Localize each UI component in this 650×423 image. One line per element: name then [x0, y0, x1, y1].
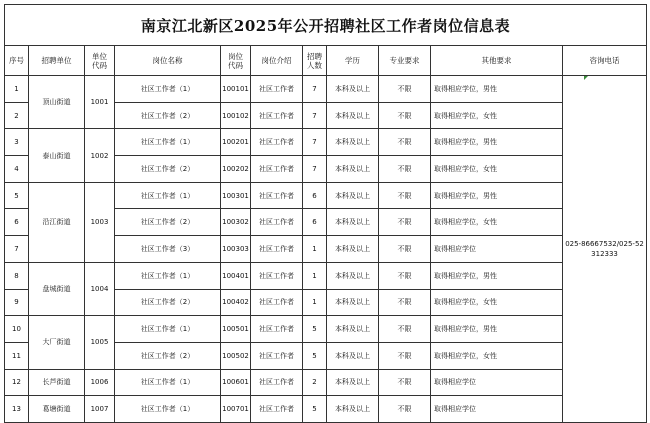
cell-other[interactable]: 取得相应学位，男性	[431, 316, 563, 343]
cell-other[interactable]: 取得相应学位，女性	[431, 289, 563, 316]
cell-count[interactable]: 1	[303, 262, 327, 289]
cell-job-name[interactable]: 社区工作者（1）	[115, 316, 221, 343]
cell-seq[interactable]: 2	[5, 102, 29, 129]
cell-edu[interactable]: 本科及以上	[327, 209, 379, 236]
cell-unit[interactable]: 沿江街道	[29, 182, 85, 262]
spreadsheet	[4, 4, 646, 418]
page-title[interactable]: 南京江北新区2025年公开招聘社区工作者岗位信息表	[5, 5, 647, 46]
cell-unit-code[interactable]: 1007	[85, 396, 115, 423]
header-row	[5, 46, 647, 76]
cell-job-name[interactable]: 社区工作者（2）	[115, 156, 221, 183]
cell-job-code[interactable]: 100201	[221, 129, 251, 156]
table-row	[5, 182, 647, 209]
cell-unit-code[interactable]: 1006	[85, 369, 115, 396]
cell-other[interactable]: 取得相应学位，女性	[431, 156, 563, 183]
cell-job-code[interactable]: 100101	[221, 76, 251, 103]
cell-major[interactable]: 不限	[379, 342, 431, 369]
cell-edu[interactable]: 本科及以上	[327, 236, 379, 263]
cell-count[interactable]: 7	[303, 76, 327, 103]
cell-job-desc[interactable]: 社区工作者	[251, 156, 303, 183]
cell-job-code[interactable]: 100502	[221, 342, 251, 369]
cell-count[interactable]: 1	[303, 236, 327, 263]
cell-edu[interactable]: 本科及以上	[327, 102, 379, 129]
header-phone[interactable]: 咨询电话	[563, 46, 647, 76]
cell-major[interactable]: 不限	[379, 129, 431, 156]
cell-count[interactable]: 5	[303, 342, 327, 369]
cell-job-name[interactable]: 社区工作者（2）	[115, 342, 221, 369]
header-unit-code[interactable]: 单位 代码	[85, 46, 115, 76]
table-row	[5, 396, 647, 423]
cell-edu[interactable]: 本科及以上	[327, 182, 379, 209]
cell-unit[interactable]: 泰山街道	[29, 129, 85, 182]
cell-edu[interactable]: 本科及以上	[327, 316, 379, 343]
cell-job-desc[interactable]: 社区工作者	[251, 182, 303, 209]
cell-job-desc[interactable]: 社区工作者	[251, 369, 303, 396]
cell-job-code[interactable]: 100701	[221, 396, 251, 423]
cell-job-code[interactable]: 100202	[221, 156, 251, 183]
cell-other[interactable]: 取得相应学位，男性	[431, 129, 563, 156]
table-body	[5, 76, 647, 423]
cell-job-name[interactable]: 社区工作者（1）	[115, 262, 221, 289]
cell-phone[interactable]: 025-86667532/025-52312333	[563, 76, 647, 423]
cell-count[interactable]: 1	[303, 289, 327, 316]
table-row	[5, 369, 647, 396]
cell-major[interactable]: 不限	[379, 182, 431, 209]
cell-job-desc[interactable]: 社区工作者	[251, 129, 303, 156]
cell-seq[interactable]: 1	[5, 76, 29, 103]
cell-job-desc[interactable]: 社区工作者	[251, 102, 303, 129]
cell-job-name[interactable]: 社区工作者（2）	[115, 289, 221, 316]
cell-unit[interactable]: 长芦街道	[29, 369, 85, 396]
cell-edu[interactable]: 本科及以上	[327, 342, 379, 369]
cell-major[interactable]: 不限	[379, 209, 431, 236]
table-row	[5, 76, 647, 103]
cell-edu[interactable]: 本科及以上	[327, 156, 379, 183]
cell-job-code[interactable]: 100601	[221, 369, 251, 396]
header-edu[interactable]: 学历	[327, 46, 379, 76]
cell-edu[interactable]: 本科及以上	[327, 76, 379, 103]
cell-other[interactable]: 取得相应学位	[431, 396, 563, 423]
cell-count[interactable]: 6	[303, 209, 327, 236]
cell-seq[interactable]: 8	[5, 262, 29, 289]
cell-job-name[interactable]: 社区工作者（1）	[115, 182, 221, 209]
cell-major[interactable]: 不限	[379, 396, 431, 423]
cell-unit[interactable]: 葛塘街道	[29, 396, 85, 423]
cell-job-name[interactable]: 社区工作者（3）	[115, 236, 221, 263]
cell-job-code[interactable]: 100501	[221, 316, 251, 343]
cell-other[interactable]: 取得相应学位，男性	[431, 76, 563, 103]
cell-job-name[interactable]: 社区工作者（1）	[115, 396, 221, 423]
cell-count[interactable]: 5	[303, 316, 327, 343]
cell-count[interactable]: 7	[303, 129, 327, 156]
cell-other[interactable]: 取得相应学位，女性	[431, 102, 563, 129]
cell-other[interactable]: 取得相应学位，男性	[431, 182, 563, 209]
cell-unit[interactable]: 顶山街道	[29, 76, 85, 129]
cell-unit-code[interactable]: 1002	[85, 129, 115, 182]
cell-count[interactable]: 7	[303, 102, 327, 129]
cell-edu[interactable]: 本科及以上	[327, 369, 379, 396]
table-row	[5, 316, 647, 343]
cell-count[interactable]: 5	[303, 396, 327, 423]
cell-job-name[interactable]: 社区工作者（2）	[115, 102, 221, 129]
cell-job-code[interactable]: 100301	[221, 182, 251, 209]
cell-major[interactable]: 不限	[379, 316, 431, 343]
header-seq[interactable]: 序号	[5, 46, 29, 76]
cell-unit-code[interactable]: 1004	[85, 262, 115, 315]
cell-other[interactable]: 取得相应学位，女性	[431, 209, 563, 236]
cell-major[interactable]: 不限	[379, 156, 431, 183]
cell-edu[interactable]: 本科及以上	[327, 289, 379, 316]
cell-seq[interactable]: 12	[5, 369, 29, 396]
header-count[interactable]: 招聘 人数	[303, 46, 327, 76]
cell-job-desc[interactable]: 社区工作者	[251, 316, 303, 343]
header-other[interactable]: 其他要求	[431, 46, 563, 76]
comment-marker-icon	[584, 76, 588, 80]
cell-job-desc[interactable]: 社区工作者	[251, 236, 303, 263]
cell-edu[interactable]: 本科及以上	[327, 396, 379, 423]
cell-other[interactable]: 取得相应学位，女性	[431, 342, 563, 369]
header-unit[interactable]: 招聘单位	[29, 46, 85, 76]
cell-major[interactable]: 不限	[379, 262, 431, 289]
cell-unit-code[interactable]: 1001	[85, 76, 115, 129]
cell-job-desc[interactable]: 社区工作者	[251, 289, 303, 316]
cell-unit[interactable]: 大厂街道	[29, 316, 85, 369]
cell-job-desc[interactable]: 社区工作者	[251, 262, 303, 289]
cell-job-name[interactable]: 社区工作者（1）	[115, 76, 221, 103]
cell-job-name[interactable]: 社区工作者（1）	[115, 129, 221, 156]
cell-edu[interactable]: 本科及以上	[327, 129, 379, 156]
cell-count[interactable]: 2	[303, 369, 327, 396]
cell-major[interactable]: 不限	[379, 236, 431, 263]
cell-count[interactable]: 7	[303, 156, 327, 183]
header-job-code[interactable]: 岗位 代码	[221, 46, 251, 76]
cell-seq[interactable]: 7	[5, 236, 29, 263]
cell-edu[interactable]: 本科及以上	[327, 262, 379, 289]
header-job-desc[interactable]: 岗位介绍	[251, 46, 303, 76]
cell-seq[interactable]: 9	[5, 289, 29, 316]
cell-other[interactable]: 取得相应学位	[431, 236, 563, 263]
cell-seq[interactable]: 3	[5, 129, 29, 156]
cell-job-desc[interactable]: 社区工作者	[251, 396, 303, 423]
cell-seq[interactable]: 10	[5, 316, 29, 343]
cell-major[interactable]: 不限	[379, 369, 431, 396]
cell-job-desc[interactable]: 社区工作者	[251, 209, 303, 236]
header-major[interactable]: 专业要求	[379, 46, 431, 76]
cell-job-name[interactable]: 社区工作者（2）	[115, 209, 221, 236]
cell-seq[interactable]: 4	[5, 156, 29, 183]
cell-unit[interactable]: 盘城街道	[29, 262, 85, 315]
cell-job-name[interactable]: 社区工作者（1）	[115, 369, 221, 396]
cell-unit-code[interactable]: 1003	[85, 182, 115, 262]
cell-job-code[interactable]: 100102	[221, 102, 251, 129]
cell-job-code[interactable]: 100302	[221, 209, 251, 236]
cell-job-code[interactable]: 100401	[221, 262, 251, 289]
cell-seq[interactable]: 11	[5, 342, 29, 369]
cell-major[interactable]: 不限	[379, 289, 431, 316]
job-info-table	[4, 4, 647, 423]
cell-major[interactable]: 不限	[379, 102, 431, 129]
cell-seq[interactable]: 6	[5, 209, 29, 236]
cell-unit-code[interactable]: 1005	[85, 316, 115, 369]
table-row	[5, 262, 647, 289]
cell-job-code[interactable]: 100402	[221, 289, 251, 316]
cell-seq[interactable]: 13	[5, 396, 29, 423]
cell-other[interactable]: 取得相应学位	[431, 369, 563, 396]
cell-job-desc[interactable]: 社区工作者	[251, 342, 303, 369]
cell-other[interactable]: 取得相应学位，男性	[431, 262, 563, 289]
cell-job-code[interactable]: 100303	[221, 236, 251, 263]
cell-count[interactable]: 6	[303, 182, 327, 209]
table-row	[5, 129, 647, 156]
cell-seq[interactable]: 5	[5, 182, 29, 209]
cell-job-desc[interactable]: 社区工作者	[251, 76, 303, 103]
header-job-name[interactable]: 岗位名称	[115, 46, 221, 76]
cell-major[interactable]: 不限	[379, 76, 431, 103]
